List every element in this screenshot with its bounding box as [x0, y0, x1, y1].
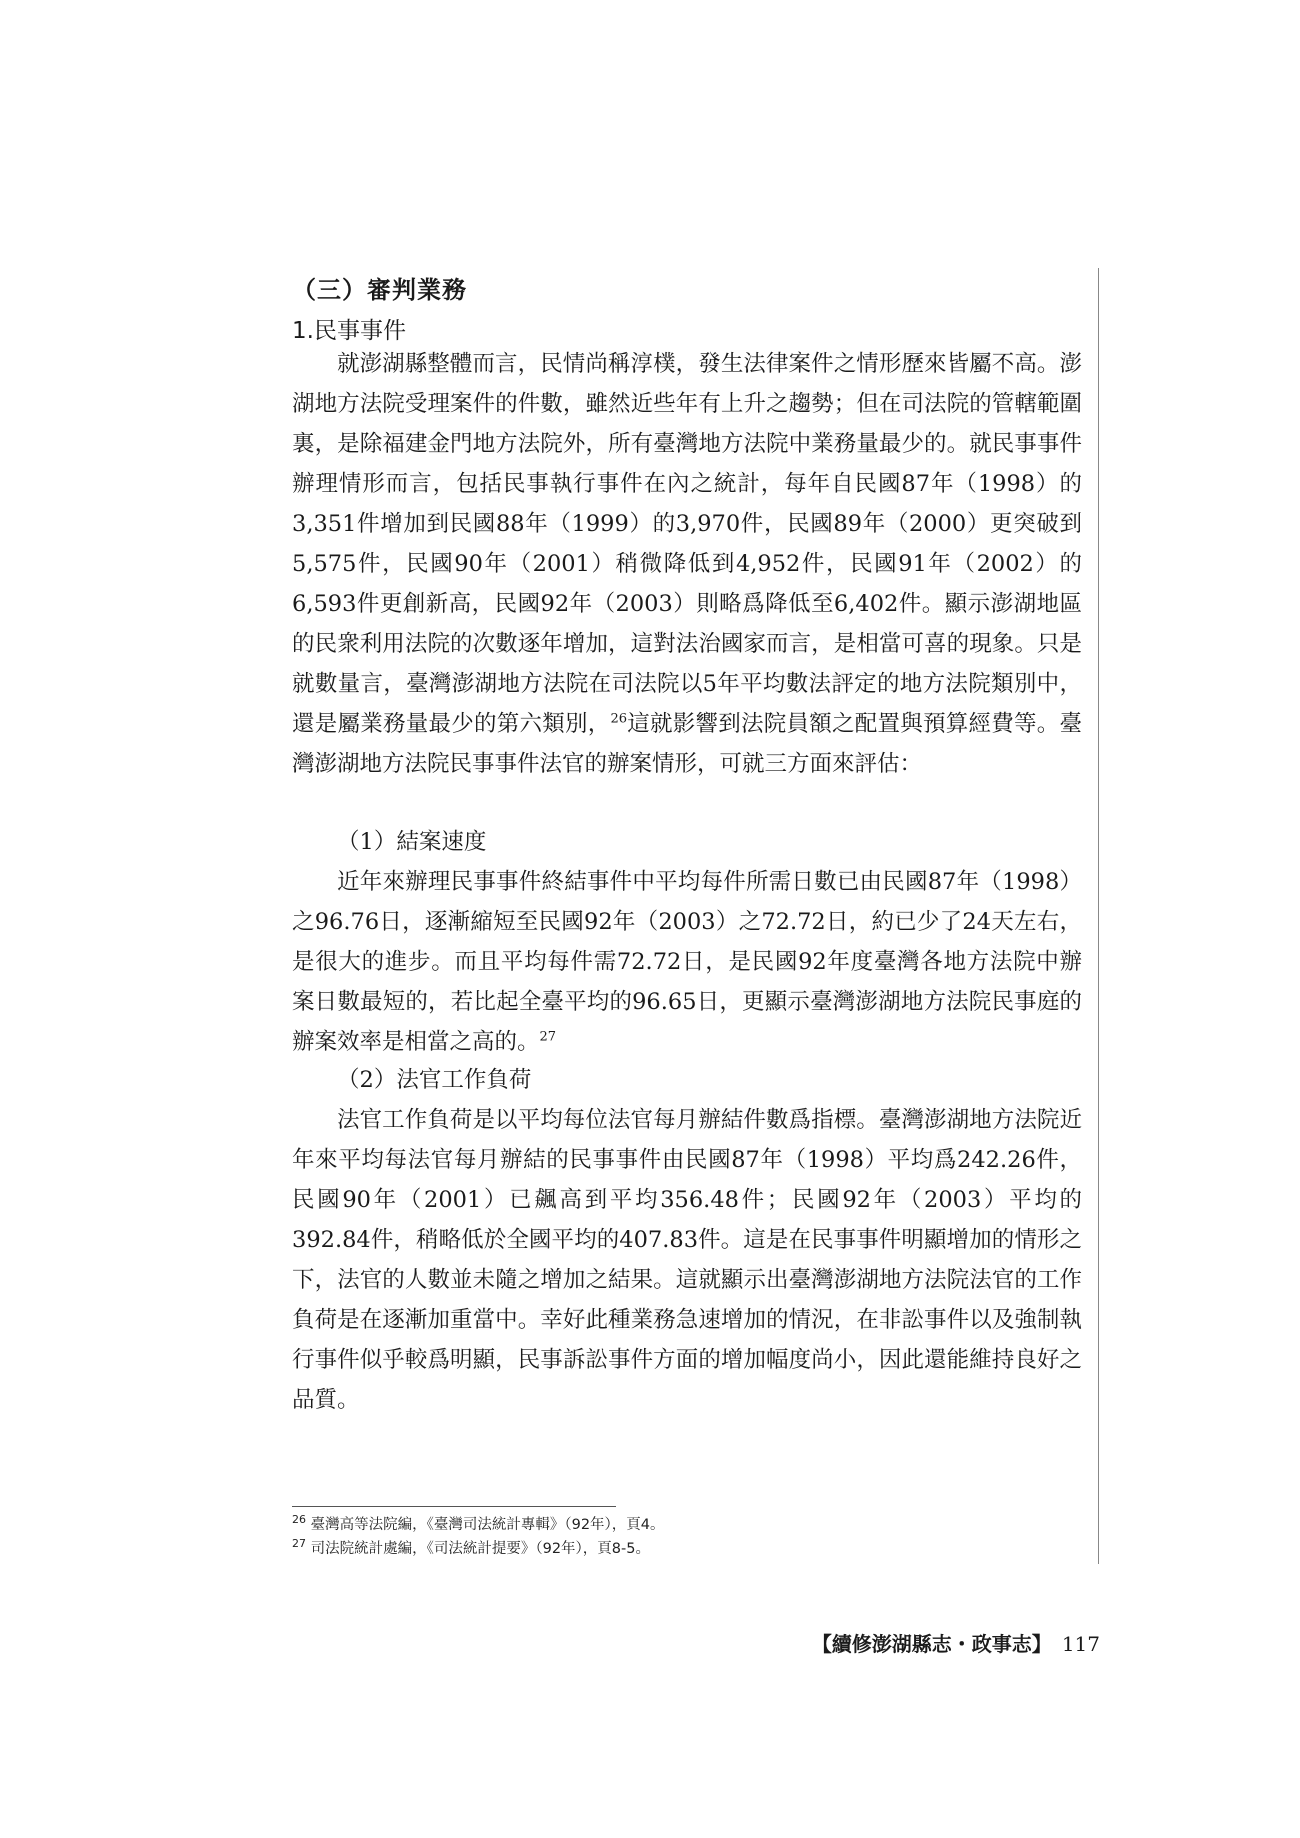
footnote-ref-27[interactable]: 27 [539, 1029, 557, 1045]
paragraph-case-speed [292, 862, 1082, 1062]
subsection-heading: 1.民事事件 [292, 318, 406, 344]
section-heading: （三）審判業務 [292, 275, 467, 304]
page-footer [812, 1628, 1100, 1657]
footnote-number: 27 [292, 1537, 306, 1551]
footnote-divider [292, 1506, 616, 1507]
paragraph-judge-workload: 法官工作負荷是以平均每位法官每月辦結件數爲指標。臺灣澎湖地方法院近年來平均每法官每月辦結的民事事件由民國87年（1998）平均爲242.26件，民國90年（2001）已飆高到平均356.48件；民國92年（2003）平均的392.84件，稍略低於全國平均的407.83件。這是在民事事件明顯增加的情形之下，法官的人數並未隨之增加之結果。這就顯示出臺灣澎湖地方法院法官的工作負荷是在逐漸加重當中。幸好此種業務急速增加的情況，在非訟事件以及強制執行事件似乎較爲明顯，民事訴訟事件方面的增加幅度尚小，因此還能維持良好之品質。 [292, 1107, 1082, 1413]
paragraph-text: 這就影響到法院員額之配置與預算經費等。臺灣澎湖地方法院民事事件法官的辦案情形，可就三方面來評估： [292, 711, 1082, 777]
footnote-ref-26[interactable]: 26 [610, 711, 628, 727]
page-number: 117 [1061, 1632, 1100, 1656]
footnote-text: 司法院統計處編，《司法統計提要》（92年），頁8-5。 [310, 1541, 650, 1557]
list-item-case-speed: （1）結案速度 [337, 829, 487, 855]
paragraph-civil-overview [292, 344, 1082, 784]
paragraph-text: 近年來辦理民事事件終結事件中平均每件所需日數已由民國87年（1998）之96.76日，逐漸縮短至民國92年（2003）之72.72日，約已少了24天左右，是很大的進步。而且平均每件需72.72日，是民國92年度臺灣各地方法院中辦案日數最短的，若比起全臺平均的96.65日，更顯示臺灣澎湖地方法院民事庭的辦案效率是相當之高的。 [292, 869, 1082, 1055]
footnote-26 [292, 1514, 665, 1536]
paragraph-text: 就澎湖縣整體而言，民情尚稱淳樸，發生法律案件之情形歷來皆屬不高。澎湖地方法院受理案件的件數，雖然近些年有上升之趨勢；但在司法院的管轄範圍裏，是除福建金門地方法院外，所有臺灣地方法院中業務量最少的。就民事事件辦理情形而言，包括民事執行事件在內之統計，每年自民國87年（1998）的3,351件增加到民國88年（1999）的3,970件，民國89年（2000）更突破到5,575件，民國90年（2001）稍微降低到4,952件，民國91年（2002）的6,593件更創新高，民國92年（2003）則略爲降低至6,402件。顯示澎湖地區的民衆利用法院的次數逐年增加，這對法治國家而言，是相當可喜的現象。只是就數量言，臺灣澎湖地方法院在司法院以5年平均數法評定的地方法院類別中，還是屬業務量最少的第六類別， [292, 351, 1082, 737]
margin-rule [1098, 268, 1099, 1564]
running-title: 【續修澎湖縣志・政事志】 [811, 1632, 1052, 1656]
list-item-judge-workload: （2）法官工作負荷 [337, 1067, 532, 1093]
footnote-number: 26 [292, 1513, 306, 1527]
footnote-27 [292, 1538, 650, 1560]
footnote-text: 臺灣高等法院編，《臺灣司法統計專輯》（92年），頁4。 [310, 1517, 665, 1533]
